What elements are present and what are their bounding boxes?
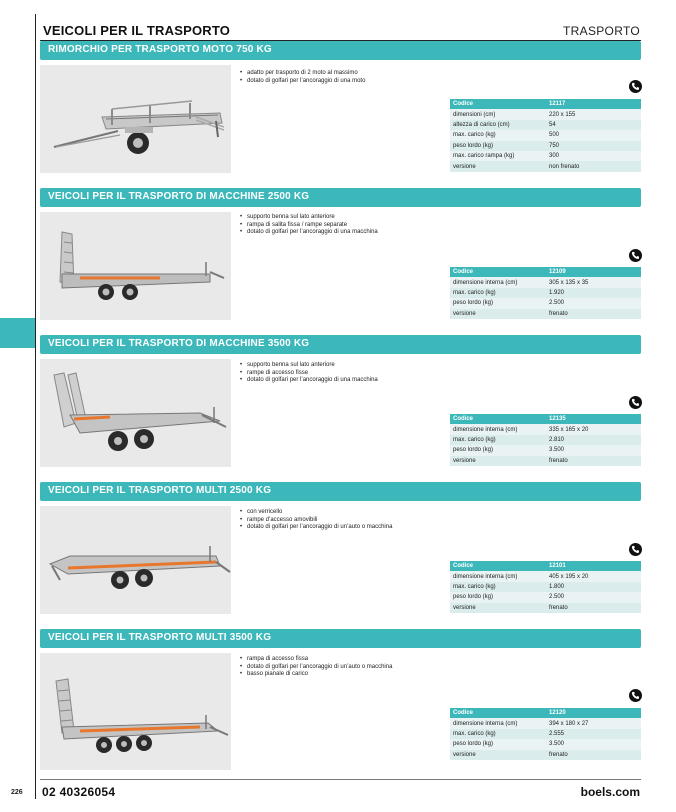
website-link[interactable]: boels.com [580, 785, 640, 799]
motorbike-trailer-image [40, 65, 231, 173]
spec-label: dimensione interna (cm) [450, 718, 546, 728]
spec-value: 305 x 135 x 35 [546, 277, 641, 287]
spec-label: peso lordo (kg) [450, 298, 546, 308]
feature-list [240, 656, 392, 679]
spec-label: Codice [450, 561, 546, 571]
spec-value: 220 x 155 [546, 109, 641, 119]
spec-row [450, 750, 641, 760]
product-code: 12120 [546, 708, 641, 718]
spec-value: 750 [546, 141, 641, 151]
phone-icon[interactable] [629, 543, 642, 556]
feature-item: • rampa di accesso fissa [240, 656, 392, 664]
multi-trailer-image [40, 653, 231, 770]
spec-value: 1.800 [546, 582, 641, 592]
spec-row [450, 298, 641, 308]
spec-value: 300 [546, 151, 641, 161]
spec-row [450, 582, 641, 592]
feature-list [240, 362, 378, 385]
product-title-bar [40, 41, 641, 60]
spec-value: 500 [546, 130, 641, 140]
spec-table [450, 267, 641, 319]
spec-table [450, 561, 641, 613]
product-title-bar [40, 188, 641, 207]
product-photo-machine-trailer-3500 [40, 359, 231, 467]
spec-row [450, 130, 641, 140]
feature-item: • dotato di golfari per l’ancoraggio di un’auto o macchina [240, 664, 392, 672]
feature-item: • dotato di golfari per l’ancoraggio di un’auto o macchina [240, 524, 392, 532]
phone-icon[interactable] [629, 80, 642, 93]
section-label: TRASPORTO [563, 24, 640, 38]
spec-row [450, 603, 641, 613]
feature-item: • supporto benna sul lato anteriore [240, 214, 378, 222]
spec-label: max. carico (kg) [450, 729, 546, 739]
spec-row [450, 435, 641, 445]
spec-label: versione [450, 603, 546, 613]
spec-header-row [450, 414, 641, 424]
product-title: RIMORCHIO PER TRASPORTO MOTO 750 KG [48, 44, 272, 55]
feature-item: • dotato di golfari per l’ancoraggio di una moto [240, 78, 365, 86]
spec-table [450, 708, 641, 760]
spec-label: Codice [450, 267, 546, 277]
multi-trailer-image [40, 506, 231, 614]
spec-label: versione [450, 456, 546, 466]
page-number: 226 [11, 789, 23, 796]
spec-label: max. carico (kg) [450, 582, 546, 592]
spec-label: dimensione interna (cm) [450, 277, 546, 287]
product-title-bar [40, 629, 641, 648]
feature-item: • con verricello [240, 509, 392, 517]
spec-row [450, 109, 641, 119]
spec-label: max. carico (kg) [450, 288, 546, 298]
spec-row [450, 141, 641, 151]
product-photo-multi-trailer-3500 [40, 653, 231, 770]
spec-label: Codice [450, 414, 546, 424]
spec-label: versione [450, 750, 546, 760]
spec-label: dimensione interna (cm) [450, 571, 546, 581]
spec-row [450, 120, 641, 130]
product-code: 12135 [546, 414, 641, 424]
feature-item: • dotato di golfari per l’ancoraggio di una macchina [240, 229, 378, 237]
spec-row [450, 445, 641, 455]
spec-value: frenato [546, 309, 641, 319]
spec-row [450, 424, 641, 434]
feature-item: • adatto per trasporto di 2 moto al massimo [240, 70, 365, 78]
spec-value: frenato [546, 603, 641, 613]
spec-row [450, 151, 641, 161]
spec-label: dimensioni (cm) [450, 109, 546, 119]
page-title: VEICOLI PER IL TRASPORTO [43, 23, 231, 38]
phone-icon[interactable] [629, 689, 642, 702]
product-title: VEICOLI PER IL TRASPORTO MULTI 2500 KG [48, 485, 272, 496]
spec-header-row [450, 267, 641, 277]
spec-row [450, 739, 641, 749]
feature-list [240, 70, 365, 85]
left-margin-rule [35, 14, 36, 799]
product-code: 12109 [546, 267, 641, 277]
product-photo-motorbike-trailer [40, 65, 231, 173]
spec-table [450, 414, 641, 466]
feature-list [240, 509, 392, 532]
phone-icon[interactable] [629, 396, 642, 409]
spec-label: peso lordo (kg) [450, 592, 546, 602]
spec-value: 3.500 [546, 739, 641, 749]
spec-row [450, 277, 641, 287]
spec-label: versione [450, 161, 546, 171]
machine-trailer-image [40, 212, 231, 320]
spec-label: Codice [450, 99, 546, 109]
contact-phone-number[interactable]: 02 40326054 [42, 785, 116, 799]
product-code: 12117 [546, 99, 641, 109]
feature-item: • rampe di accesso fisse [240, 370, 378, 378]
spec-label: peso lordo (kg) [450, 141, 546, 151]
spec-label: max. carico (kg) [450, 130, 546, 140]
spec-value: 3.500 [546, 445, 641, 455]
spec-label: altezza di carico (cm) [450, 120, 546, 130]
product-title: VEICOLI PER IL TRASPORTO MULTI 3500 KG [48, 632, 272, 643]
spec-table [450, 99, 641, 172]
spec-header-row [450, 561, 641, 571]
product-photo-multi-trailer-2500 [40, 506, 231, 614]
product-title-bar [40, 335, 641, 354]
section-side-tab [0, 318, 35, 348]
product-title: VEICOLI PER IL TRASPORTO DI MACCHINE 3500 KG [48, 338, 310, 349]
footer-rule [40, 779, 641, 780]
spec-label: dimensione interna (cm) [450, 424, 546, 434]
spec-header-row [450, 99, 641, 109]
spec-label: peso lordo (kg) [450, 445, 546, 455]
product-title-bar [40, 482, 641, 501]
spec-row [450, 729, 641, 739]
spec-value: 335 x 165 x 20 [546, 424, 641, 434]
spec-value: non frenato [546, 161, 641, 171]
spec-row [450, 718, 641, 728]
spec-value: frenato [546, 456, 641, 466]
spec-value: 2.500 [546, 592, 641, 602]
spec-value: 2.555 [546, 729, 641, 739]
spec-row [450, 288, 641, 298]
feature-item: • rampe d’accesso amovibili [240, 517, 392, 525]
feature-item: • rampa di salita fissa / rampe separate [240, 222, 378, 230]
spec-row [450, 571, 641, 581]
product-photo-machine-trailer-2500 [40, 212, 231, 320]
spec-row [450, 592, 641, 602]
spec-value: 405 x 195 x 20 [546, 571, 641, 581]
product-code: 12101 [546, 561, 641, 571]
product-title: VEICOLI PER IL TRASPORTO DI MACCHINE 2500 KG [48, 191, 310, 202]
spec-label: peso lordo (kg) [450, 739, 546, 749]
feature-item: • basso pianale di carico [240, 671, 392, 679]
spec-value: 2.810 [546, 435, 641, 445]
spec-label: Codice [450, 708, 546, 718]
machine-trailer-image [40, 359, 231, 467]
feature-item: • dotato di golfari per l’ancoraggio di una macchina [240, 377, 378, 385]
spec-label: max. carico (kg) [450, 435, 546, 445]
spec-label: versione [450, 309, 546, 319]
feature-item: • supporto benna sul lato anteriore [240, 362, 378, 370]
spec-value: frenato [546, 750, 641, 760]
spec-value: 1.920 [546, 288, 641, 298]
feature-list [240, 214, 378, 237]
spec-row [450, 161, 641, 171]
spec-value: 54 [546, 120, 641, 130]
spec-header-row [450, 708, 641, 718]
spec-label: max. carico rampa (kg) [450, 151, 546, 161]
spec-value: 394 x 180 x 27 [546, 718, 641, 728]
phone-icon[interactable] [629, 249, 642, 262]
spec-row [450, 309, 641, 319]
spec-row [450, 456, 641, 466]
spec-value: 2.500 [546, 298, 641, 308]
